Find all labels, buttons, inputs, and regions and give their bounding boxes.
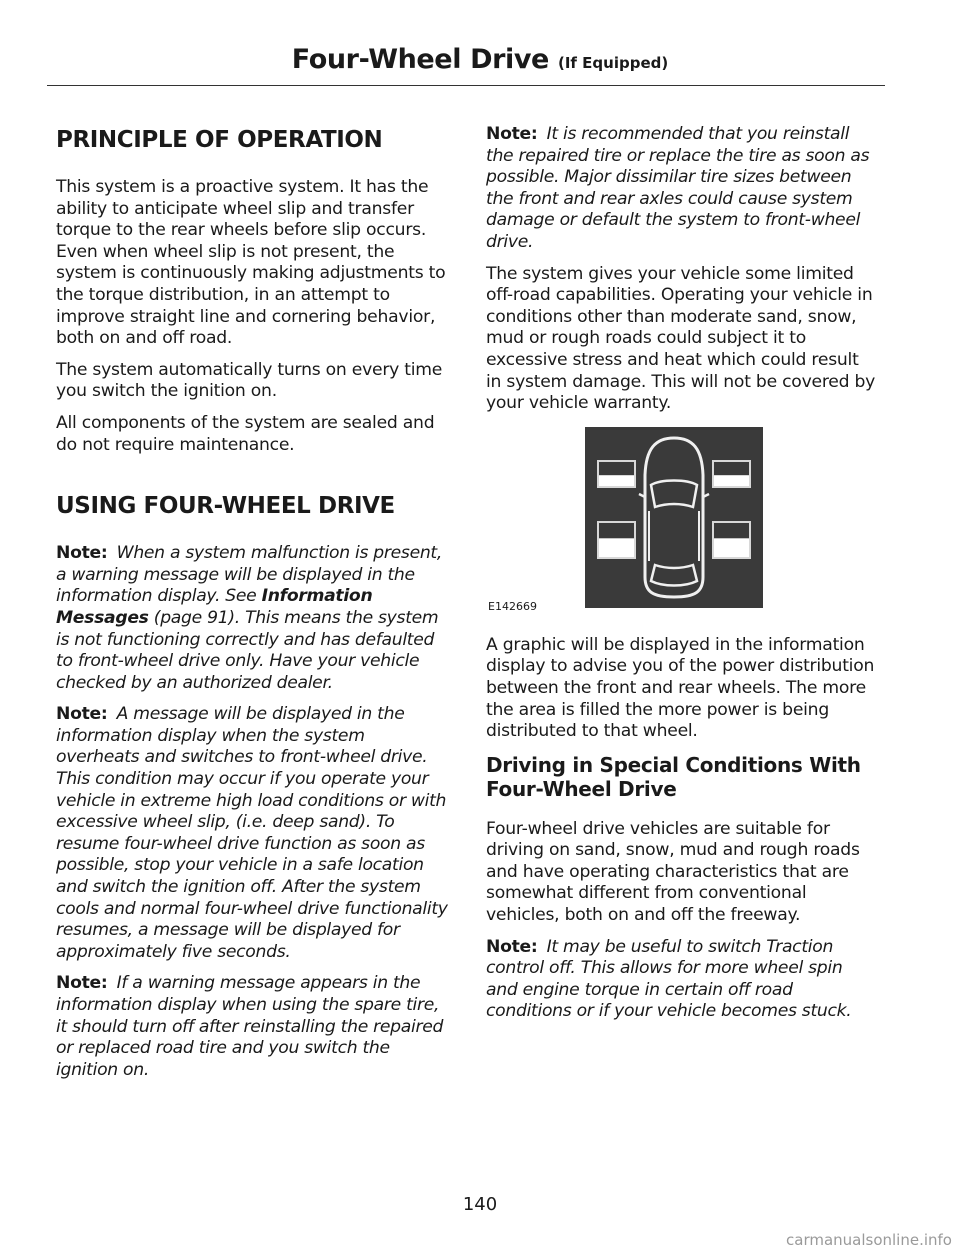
note-malfunction — [56, 543, 448, 694]
graphic-background — [585, 427, 763, 608]
header-title-text: Four-Wheel Drive — [291, 44, 549, 75]
note-reinstall-tire — [486, 124, 878, 254]
cross-reference-link[interactable]: Information Messages — [56, 586, 373, 628]
note-overheat — [56, 704, 448, 963]
note-text: When a system malfunction is present, a warning message will be displayed in the information display. See — [56, 543, 443, 607]
note-label: Note: — [56, 704, 108, 725]
note-text: A message will be displayed in the information display when the system overheats and switches to front-wheel drive. This condition may occur if you operate your vehicle in extreme high load conditions or with excessive wheel slip, (i.e. deep sand). To resume four-wheel drive function as soon as possible, stop your vehicle in a safe location and switch the ignition off. After the system cools and normal four-wheel drive functionality resumes, a message will be displayed for approximately five seconds. — [56, 704, 448, 962]
note-label: Note: — [486, 936, 538, 957]
section-heading-principle: PRINCIPLE OF OPERATION — [56, 127, 383, 153]
note-traction-control — [486, 937, 878, 1023]
header-subtitle: (If Equipped) — [557, 54, 669, 72]
paragraph-special-conditions: Four-wheel drive vehicles are suitable for driving on sand, snow, mud and rough roads and have operating characteristics that are somewhat different from conventional vehicles, both on and off the freeway. — [486, 818, 860, 926]
subsection-heading-special-conditions: Driving in Special Conditions With Four-Wheel Drive — [486, 752, 861, 801]
figure-id: E142669 — [488, 599, 537, 613]
note-text: (page 91). This means the system is not functioning correctly and has defaulted to front-wheel drive only. Have your vehicle checked by an authorized dealer. — [56, 607, 439, 693]
paragraph-graphic-explanation: A graphic will be displayed in the information display to advise you of the power distribution between the front and rear wheels. The more the area is filled the more power is being distributed to that wheel. — [486, 634, 875, 742]
header-divider — [47, 85, 885, 86]
note-label: Note: — [56, 543, 108, 564]
note-label: Note: — [56, 973, 108, 994]
right-column — [486, 124, 878, 1033]
note-text: If a warning message appears in the information display when using the spare tire, it should turn off after reinstalling the repaired or replaced road tire and you switch the ignition on. — [56, 973, 444, 1080]
section-heading-using-4wd: USING FOUR-WHEEL DRIVE — [56, 493, 395, 520]
awd-display-graphic — [585, 427, 763, 608]
paragraph-offroad-capabilities: The system gives your vehicle some limited off-road capabilities. Operating your vehicle in conditions other than moderate sand, snow, mud or rough roads could subject it to excessive stress and heat which could result in system damage. This will not be covered by your vehicle warranty. — [486, 263, 876, 414]
note-text: It is recommended that you reinstall the repaired tire or replace the tire as soon as possible. Major dissimilar tire sizes between the front and rear axles could cause system damage or default the system to front-wheel drive. — [486, 124, 870, 252]
watermark-text[interactable]: carmanualsonline.info — [786, 1231, 952, 1249]
note-text: It may be useful to switch Traction control off. This allows for more wheel spin and engine torque in certain off road conditions or if your vehicle becomes stuck. — [486, 936, 852, 1022]
paragraph-proactive-system: This system is a proactive system. It has the ability to anticipate wheel slip and transfer torque to the rear wheels before slip occurs. Even when wheel slip is not present, the system is continuously making adjustments to the torque distribution, in an attempt to improve straight line and cornering behavior, both on and off road. — [56, 177, 446, 349]
left-column — [56, 124, 448, 1091]
note-label: Note: — [486, 124, 538, 144]
page-number: 140 — [462, 1194, 498, 1215]
figure-power-distribution — [486, 427, 878, 627]
paragraph-sealed-components: All components of the system are sealed and do not require maintenance. — [56, 412, 435, 455]
page-header-title — [0, 44, 960, 75]
paragraph-ignition-on: The system automatically turns on every time you switch the ignition on. — [56, 359, 443, 402]
note-spare-tire — [56, 973, 448, 1081]
